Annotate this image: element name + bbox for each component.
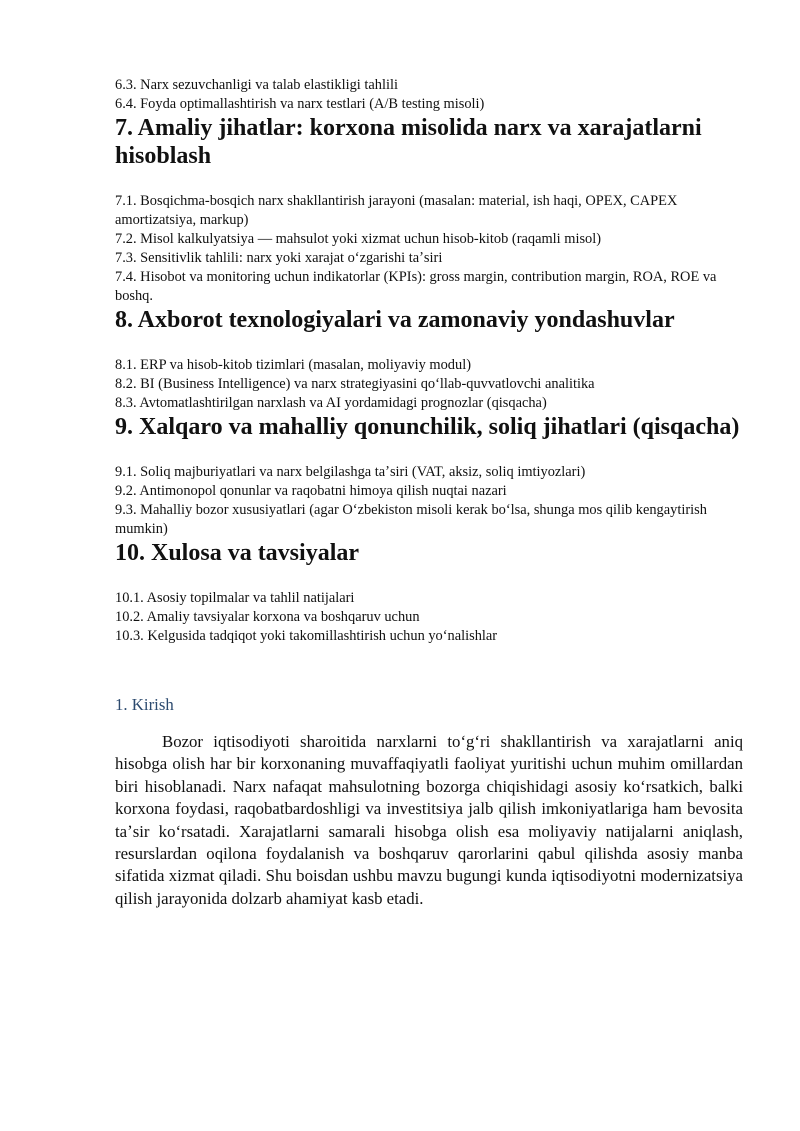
- list-item-10-1: 10.1. Asosiy topilmalar va tahlil natijalari: [115, 590, 355, 606]
- list-item-9-3: 9.3. Mahalliy bozor xususiyatlari (agar Oʻzbekiston misoli kerak boʻlsa, shunga mos qilib kengaytirish mumkin): [115, 502, 707, 537]
- list-item-8-2: 8.2. BI (Business Intelligence) va narx strategiyasini qoʻllab-quvvatlovchi analitika: [115, 376, 595, 392]
- list-item-9-2: 9.2. Antimonopol qonunlar va raqobatni himoya qilish nuqtai nazari: [115, 483, 507, 499]
- section-8-heading: 8. Axborot texnologiyalari va zamonaviy yondashuvlar: [115, 307, 675, 333]
- list-item-6-4: 6.4. Foyda optimallashtirish va narx testlari (A/B testing misoli): [115, 96, 485, 112]
- section-9-heading: 9. Xalqaro va mahalliy qonunchilik, soliq jihatlari (qisqacha): [115, 414, 740, 440]
- list-item-7-1: 7.1. Bosqichma-bosqich narx shakllantirish jarayoni (masalan: material, ish haqi, OPEX, CAPEX amortizatsiya, markup): [115, 193, 678, 228]
- list-item-10-3: 10.3. Kelgusida tadqiqot yoki takomillashtirish uchun yoʻnalishlar: [115, 628, 498, 644]
- list-item-7-3: 7.3. Sensitivlik tahlili: narx yoki xarajat oʻzgarishi taʼsiri: [115, 250, 443, 266]
- list-item-8-3: 8.3. Avtomatlashtirilgan narxlash va AI yordamidagi prognozlar (qisqacha): [115, 395, 547, 411]
- list-item-7-4: 7.4. Hisobot va monitoring uchun indikatorlar (KPIs): gross margin, contribution margin, ROA, ROE va boshq.: [115, 269, 717, 304]
- section-9-list: [115, 463, 743, 539]
- intro-paragraph: Bozor iqtisodiyoti sharoitida narxlarni toʻgʻri shakllantirish va xarajatlarni aniq hisobga olish har bir korxonaning muvaffaqiyatli faoliyat yuritishi uchun muhim omillardan biri hisoblanadi. Narx nafaqat mahsulotning bozorga chiqishidagi asosiy koʻrsatkich, balki korxona foydasi, raqobatbardoshligi va investitsiya jalb qilish imkoniyatlariga ham bevosita taʼsir koʻrsatadi. Xarajatlarni samarali hisobga olish esa moliyaviy natijalarni aniqlash, resurslardan oqilona foydalanish va boshqaruv qarorlarini qabul qilishda asosiy manba sifatida xizmat qiladi. Shu boisdan ushbu mavzu bugungi kunda iqtisodiyotni modernizatsiya qilish jarayonida dolzarb ahamiyat kasb etadi.: [115, 732, 743, 908]
- intro-heading: 1. Kirish: [115, 695, 174, 714]
- list-item-7-2: 7.2. Misol kalkulyatsiya — mahsulot yoki xizmat uchun hisob-kitob (raqamli misol): [115, 231, 602, 247]
- list-item-10-2: 10.2. Amaliy tavsiyalar korxona va boshqaruv uchun: [115, 609, 420, 625]
- section-7-heading: 7. Amaliy jihatlar: korxona misolida narx va xarajatlarni hisoblash: [115, 115, 702, 169]
- list-item-9-1: 9.1. Soliq majburiyatlari va narx belgilashga taʼsiri (VAT, aksiz, soliq imtiyozlari): [115, 464, 586, 480]
- list-item-6-3: 6.3. Narx sezuvchanligi va talab elastikligi tahlili: [115, 77, 398, 93]
- section-10-list: [115, 589, 743, 646]
- list-item-8-1: 8.1. ERP va hisob-kitob tizimlari (masalan, moliyaviy modul): [115, 357, 471, 373]
- section-6-list: [115, 76, 743, 114]
- section-10-heading: 10. Xulosa va tavsiyalar: [115, 540, 360, 566]
- document-page: [115, 76, 743, 927]
- section-8-list: [115, 356, 743, 413]
- section-7-list: [115, 192, 743, 306]
